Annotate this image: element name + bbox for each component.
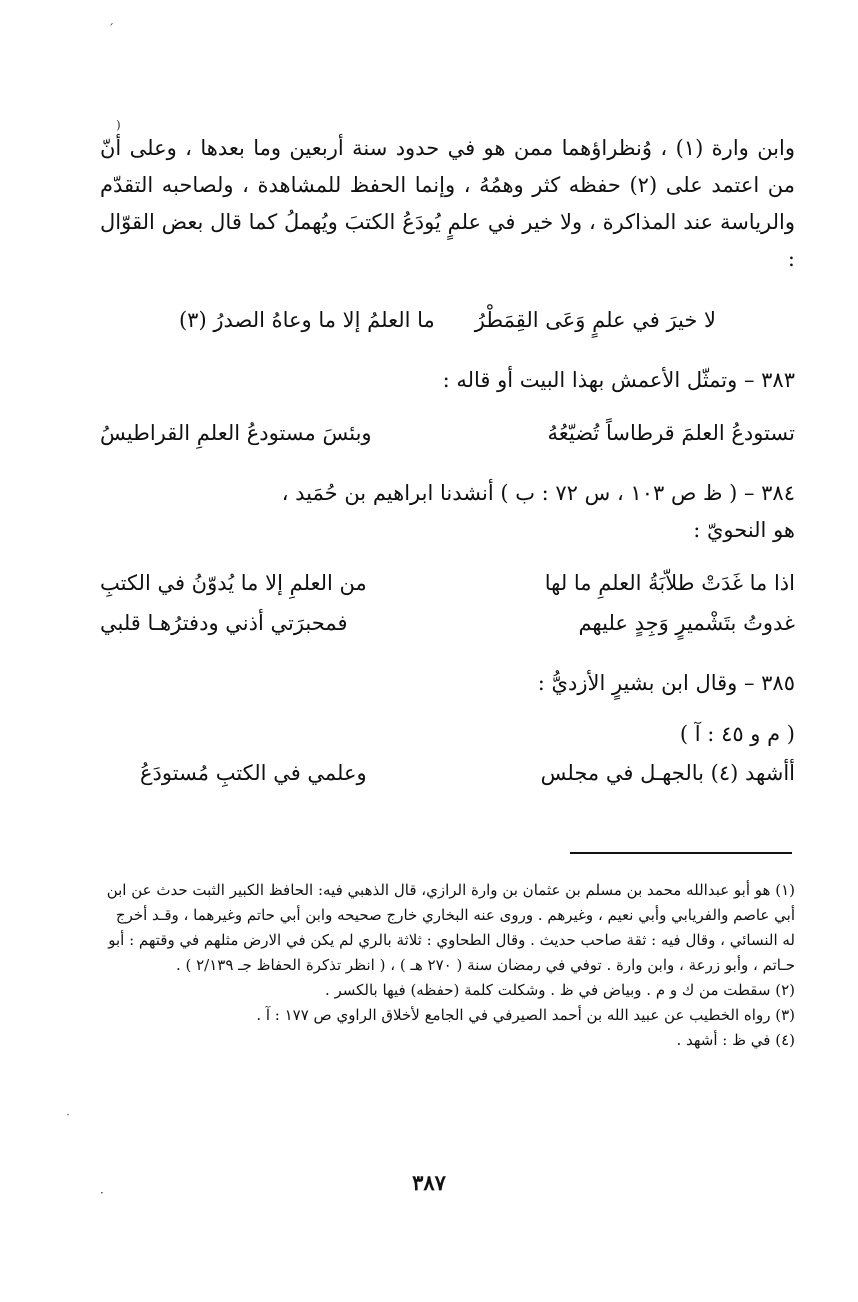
section-384-heading-cont: هو النحويّ : xyxy=(693,518,795,542)
section-385-heading: ٣٨٥ – وقال ابن بشيرٍ الأزديُّ : xyxy=(537,671,795,695)
verse-4-second-hemistich: فمحبرَتي أذني ودفترُهـا قلبي xyxy=(100,611,348,635)
verse-3 xyxy=(100,563,795,603)
verse-3-second-hemistich: من العلمِ إلا ما يُدوّنُ في الكتبِ xyxy=(100,571,367,595)
footnote-4: (٤) في ظ : أشهد . xyxy=(676,1031,795,1049)
page-number: ٣٨٧ xyxy=(412,1170,446,1195)
footnote-1: (١) هو أبو عبدالله محمد بن مسلم بن عثمان بن وارة الرازي، قال الذهبي فيه: الحافظ الكبير الثبت حدث عن ابن أبي عاصم والفريابي وأبي نعيم ، وغيرهم . وروى عنه البخاري خارج صحيحه وابن أبي حاتم وغيرهما ، وقـد أخرج له النسائي ، وقال فيه : ثقة صاحب حديث . وقال الطحاوي : ثلاثة بالري لم يكن في الارض مثلهم في وقتهم : أبو حـاتم ، وأبو زرعة ، وابن وارة . توفي في رمضان سنة ( ٢٧٠ هـ ) ، ( انظر تذكرة الحفاظ جـ ٢/١٣٩ ) . xyxy=(106,881,795,974)
verse-2 xyxy=(100,413,795,453)
verse-2-first-hemistich: تستودعُ العلمَ قرطاساً تُضيّعُهُ xyxy=(547,421,795,445)
section-385-source: ( م و ٤٥ : آ ) xyxy=(679,722,795,746)
verse-1-second-hemistich: ما العلمُ إلا ما وعاهُ الصدرُ (٣) xyxy=(178,308,435,332)
scan-speck: ) xyxy=(116,118,121,132)
main-text xyxy=(100,130,795,793)
footnote-2: (٢) سقطت من ك و م . وبياض في ظ . وشكلت كلمة (حفظه) فيها بالكسر . xyxy=(324,981,795,999)
verse-5 xyxy=(100,753,795,793)
verse-4 xyxy=(100,603,795,643)
footnote-separator xyxy=(570,852,792,854)
section-384-heading: ٣٨٤ – ( ظ ص ١٠٣ ، س ٧٢ : ب ) أنشدنا ابراهيم بن حُمَيد ، xyxy=(281,481,795,505)
paragraph-intro: وابن وارة (١) ، وُنظراؤهما ممن هو في حدود سنة أربعين وما بعدها ، وعلى أنّ من اعتمد على (٢) حفظه كثر وهمُهُ ، وإنما الحفظ للمشاهدة ، ولصاحبه التقدّم والرياسة عند المذاكرة ، ولا خير في علمٍ يُودَعُ الكتبَ ويُهملُ كما قال بعض القوّال : xyxy=(100,136,796,271)
verse-1 xyxy=(100,300,795,340)
verse-2-second-hemistich: وبئسَ مستودعُ العلمِ القراطيسُ xyxy=(100,421,372,445)
scan-speck: ˑ xyxy=(66,1108,71,1122)
scan-speck: · xyxy=(100,1186,104,1200)
footnote-3: (٣) رواه الخطيب عن عبيد الله بن أحمد الصيرفي في الجامع لأخلاق الراوي ص ١٧٧ : آ . xyxy=(256,1006,795,1024)
verse-5-first-hemistich: أأشهد (٤) بالجهـل في مجلس xyxy=(540,761,795,785)
scan-speck: ˊ xyxy=(108,22,114,36)
verse-5-second-hemistich: وعلمي في الكتبِ مُستودَعُ xyxy=(140,761,367,785)
verse-4-first-hemistich: غدوتُ بتَشْميرٍ وَجِدٍ عليهم xyxy=(578,611,795,635)
section-383-heading: ٣٨٣ – وتمثّل الأعمش بهذا البيت أو قاله : xyxy=(442,368,795,392)
verse-3-first-hemistich: اذا ما غَدَتْ طلاّبَةُ العلمِ ما لها xyxy=(544,571,795,595)
footnotes xyxy=(100,878,795,1053)
verse-1-first-hemistich: لا خيرَ في علمٍ وَعَى القِمَطْرُ xyxy=(474,308,717,332)
